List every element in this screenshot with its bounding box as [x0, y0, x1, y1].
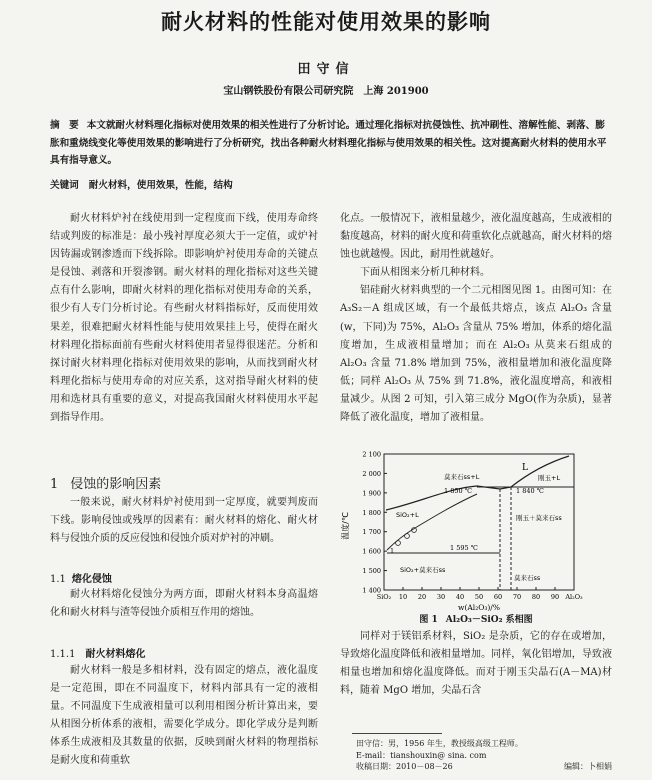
section-1-1-heading	[50, 570, 318, 585]
section-1-1-1-paragraph: 耐火材料一般是多相材料，没有固定的熔点，液化温度是一定范围，即在不同温度下，材料内部具有一定的液相量。不同温度下生成液相量可以利用相图分析计算出来，要从相图分析体系的液相，需要化学成分。即化学成分是判断体系生成液相及其数量的依据，反映到耐火材料的物理指标是耐火度和荷重软	[50, 665, 318, 767]
y-tick-label: 1 800	[362, 508, 381, 517]
section-1-paragraph: 一般来说，耐火材料炉衬使用到一定厚度，就要判废而下线。影响侵蚀或残厚的因素有：耐火材料的熔化、耐火材料与侵蚀介质的反应侵蚀和侵蚀介质对炉衬的冲刷。	[50, 497, 318, 545]
phase-diagram-figure	[340, 450, 612, 625]
intro-paragraph: 耐火材料炉衬在线使用到一定程度而下线，使用寿命终结或判废的标准是：最小残衬厚度必须大于一定值，或炉衬因铸漏或钢渗透而下线拆除。即影响炉衬使用寿命的关键点是侵蚀、剥落和开裂渗钢。耐火材料的理化指标对这些关键点有什么影响，即耐火材料的理化指标对使用寿命的关系，很少有人专门分析讨论。有些耐火材料指标好，反而使用效果差，很难把耐火材料性能与使用效果挂上号，使得在耐火材料理化指标面前有些耐火材料使用者显得很迷茫。分析和探讨耐火材料理化指标对使用效果的影响，从而找到耐火材料理化指标与使用寿命的对应关系，这对指导耐火材料的使用和选材具有重要的意义，对提高我国耐火材料使用水平起到指导作用。	[50, 213, 318, 424]
section-1-number: 1	[50, 477, 59, 492]
y-tick-label: 2 100	[362, 450, 381, 459]
paper-title: 耐火材料的性能对使用效果的影响	[161, 10, 491, 34]
section-1-1-paragraph: 耐火材料熔化侵蚀分为两方面，即耐火材料本身高温熔化和耐火材料与渣等侵蚀介质相互作用的熔蚀。	[50, 589, 318, 619]
section-1-body	[50, 494, 318, 548]
section-1-1-1-heading	[50, 645, 318, 660]
section-1-1-number: 1.1	[50, 574, 66, 585]
affiliation: 宝山钢铁股份有限公司研究院 上海 201900	[223, 86, 429, 97]
section-1-1-1-number: 1.1.1	[50, 649, 76, 660]
right-paragraph-4: 同样对于镁铝系材料，SiO₂ 是杂质，它的存在或增加，导致熔化温度降低和液相量增加。同样，氧化铝增加，导致液相量也增加和熔化温度降低。而对于刚玉尖晶石(A－MA)材料，随着 MgO 增加，尖晶石含	[340, 631, 612, 697]
data-point	[396, 541, 401, 546]
footnote-editor: 编辑：卜相娟	[564, 762, 612, 771]
region-mullite-L: 莫来石ss+L	[444, 473, 480, 481]
y-tick-label: 1 600	[362, 547, 381, 556]
keywords	[50, 177, 612, 191]
x-tick-label: 20	[417, 593, 427, 601]
x-tick-label: 40	[455, 593, 465, 601]
x-tick-label: Al₂O₃	[565, 593, 583, 601]
y-axis-label: 温度/℃	[341, 512, 350, 540]
temp-1840: 1 840 ℃	[516, 487, 544, 495]
x-tick-label: 90	[550, 593, 560, 601]
right-paragraph-1: 化点。一般情况下，液相量越少，液化温度越高，生成液相的黏度越高，材料的耐火度和荷重软化点就越高，耐火材料的熔蚀也就越慢。因此，耐用性就越好。	[340, 213, 612, 261]
point-label-1: 1	[390, 547, 395, 555]
y-tick-label: 1 900	[362, 489, 381, 498]
region-L: L	[522, 463, 528, 473]
section-1-1-1-title: 耐火材料熔化	[85, 649, 146, 660]
figure-caption-text: Al₂O₃－SiO₂ 系相图	[445, 615, 533, 625]
abstract-text: 本文就耐火材料理化指标对使用效果的相关性进行了分析讨论。通过理化指标对抗侵蚀性、抗冲刷性、溶解性能、剥落、膨胀和重烧线变化等使用效果的影响进行了分析研究，找出各种耐火材料理化指标与使用效果的相关性。这对提高耐火材料的使用水平具有指导意义。	[50, 120, 607, 166]
x-tick-label: SiO₂	[376, 593, 392, 601]
intro-paragraph-block	[50, 210, 318, 427]
x-tick-label: 50	[474, 593, 484, 601]
abstract-label: 摘 要	[50, 120, 79, 131]
footnote-rule	[352, 733, 442, 734]
right-column-lower	[340, 628, 612, 700]
abstract	[50, 117, 612, 170]
section-1-1-title: 熔化侵蚀	[71, 574, 112, 585]
footnote	[356, 738, 612, 773]
region-sio2-mullite: SiO₂+莫来石ss	[400, 566, 446, 574]
right-column-upper	[340, 210, 612, 427]
figure-caption	[340, 612, 612, 625]
right-paragraph-2: 下面从相图来分析几种材料。	[360, 267, 490, 279]
x-tick-label: 80	[531, 593, 541, 601]
y-tick-label: 2 000	[362, 469, 381, 478]
region-corundum: 刚玉＋莫来石ss	[516, 514, 562, 522]
footnote-dates-row	[356, 761, 612, 773]
region-sio2-L: SiO₂+L	[396, 511, 419, 519]
liquidus-curve	[386, 456, 569, 510]
footnote-author: 田守信：男，1956 年生，教授级高级工程师。	[356, 739, 523, 748]
right-paragraph-3: 铝硅耐火材料典型的一个二元相图见图 1。由图可知：在 A₃S₂－A 组成区域，有一个最低共熔点，该点 Al₂O₃ 含量(w，下同)为 75%，Al₂O₃ 含量从 75% 增加，体系的熔化温度增加，生成液相量增加；而在 Al₂O₃ 从莫来石组成的 Al₂O₃ 含量 71.8% 增加到 75%，液相量增加和液化温度降低；同样 Al₂O₃ 从 75% 到 71.8%，液化温度增高，和液相量减少。从图 2 可知，引入第三成分 MgO(作为杂质)，显著降低了液化温度，增加了液相量。	[340, 285, 612, 424]
section-1-heading	[50, 473, 318, 492]
keywords-label: 关键词	[50, 180, 79, 191]
footnote-received: 收稿日期：2010－08－26	[356, 762, 453, 771]
section-1-1-1-body	[50, 662, 318, 771]
section-1-title: 侵蚀的影响因素	[70, 477, 162, 492]
x-axis-label: w(Al₂O₃)/%	[458, 603, 500, 612]
x-tick-label: 70	[512, 593, 522, 601]
keywords-text: 耐火材料，使用效果，性能，结构	[88, 180, 233, 191]
x-ticks	[377, 587, 583, 601]
data-point	[405, 534, 410, 539]
x-tick-label: 10	[398, 593, 408, 601]
x-tick-label: 30	[436, 593, 446, 601]
temp-1595: 1 595 ℃	[450, 544, 478, 552]
sio2-liquidus	[387, 494, 477, 550]
y-tick-label: 1 400	[362, 586, 381, 595]
region-mullite-ss: 莫来石ss	[514, 574, 541, 582]
x-tick-label: 60	[493, 593, 503, 601]
y-ticks	[362, 451, 387, 595]
temp-1850: 1 850 ℃	[444, 487, 472, 495]
y-tick-label: 1 500	[362, 567, 381, 576]
figure-caption-number: 图 1	[419, 615, 438, 625]
y-tick-label: 1 700	[362, 528, 381, 537]
section-1-1-body	[50, 586, 318, 622]
region-corundum-L: 刚玉+L	[538, 474, 561, 482]
footnote-email: E-mail：tianshouxin@ sina. com	[356, 750, 487, 760]
author-name: 田守信	[297, 62, 355, 77]
